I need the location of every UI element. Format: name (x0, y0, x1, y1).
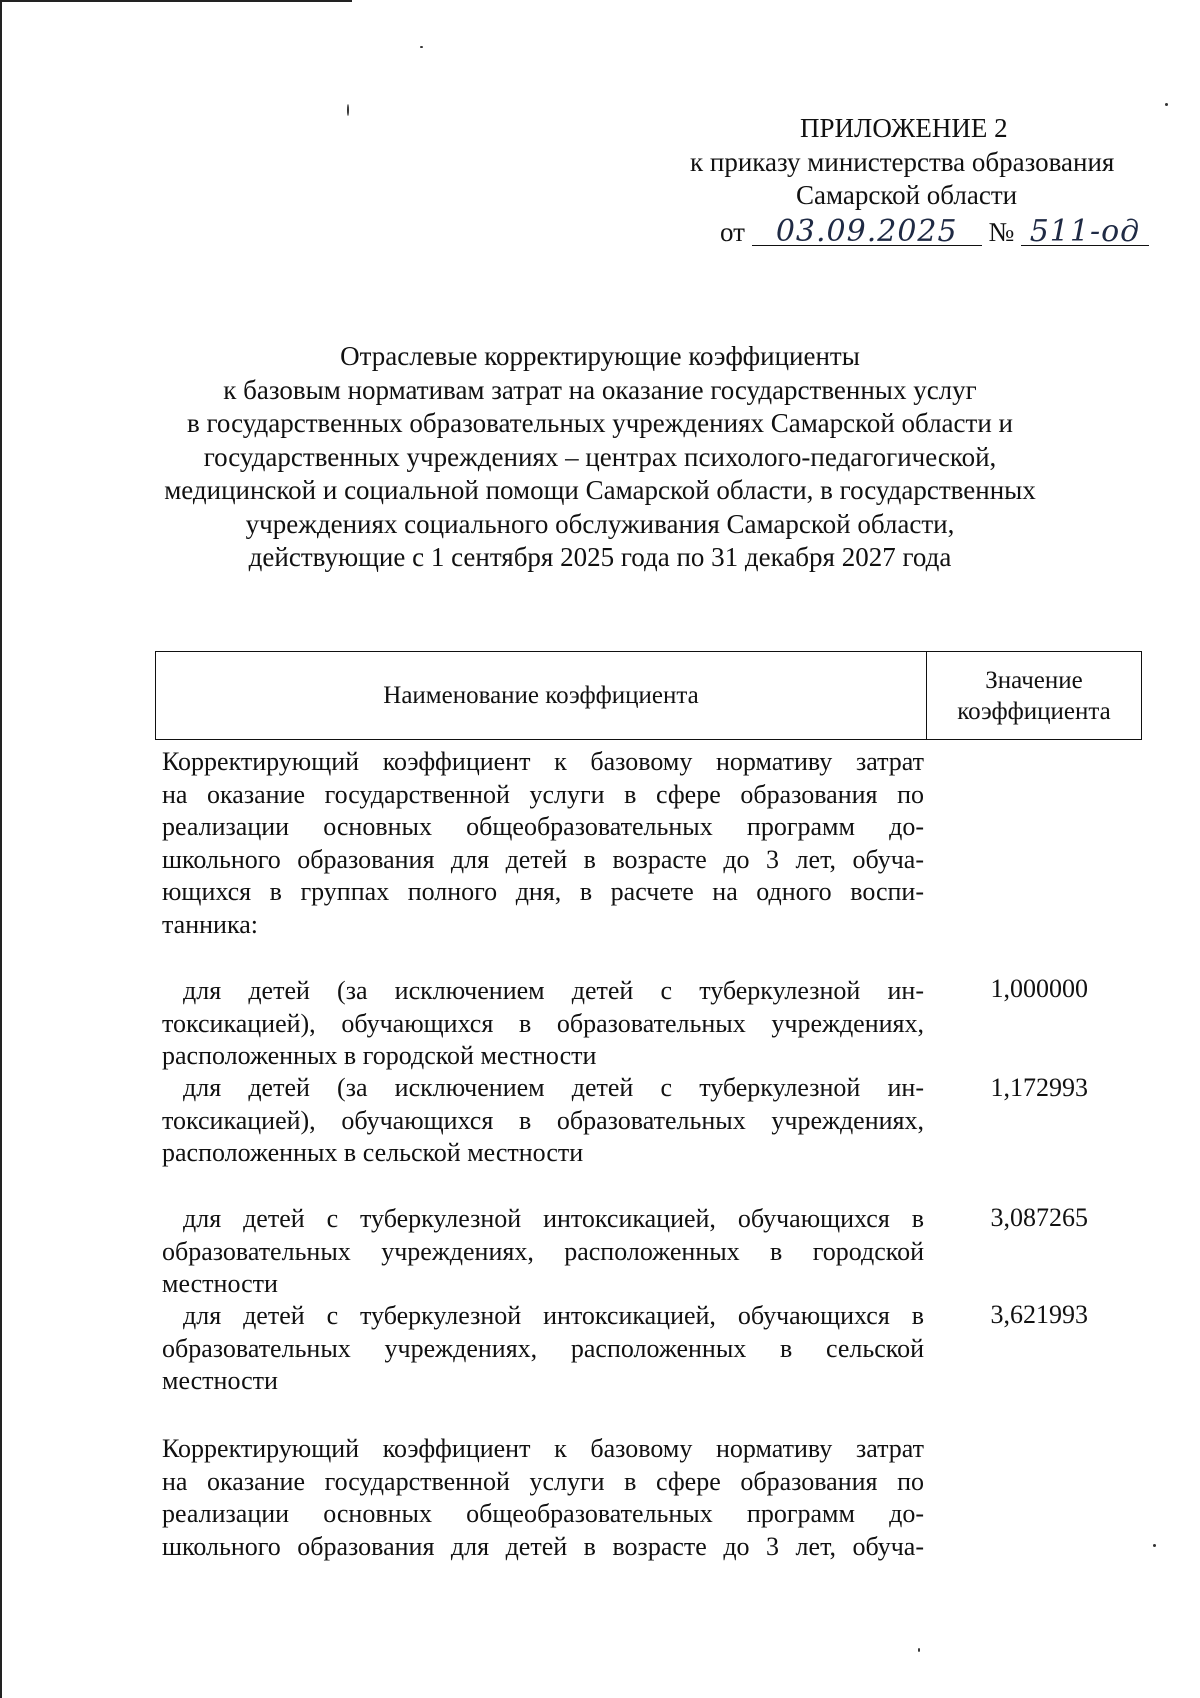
number-field (1021, 214, 1149, 249)
text-line: для детей (за исключением детей с туберкулезной ин- (183, 976, 924, 1005)
appendix-date-number (720, 216, 1149, 248)
coefficient-value: 3,087265 (990, 1203, 1088, 1232)
text-line: расположенных в городской местности (162, 1041, 597, 1070)
scan-speck (347, 104, 349, 116)
text-line: реализации основных общеобразовательных программ до- (162, 1499, 924, 1528)
text-line: для детей с туберкулезной интоксикацией, обучающихся в (183, 1204, 924, 1233)
date-field (752, 214, 982, 249)
handwritten-number: 511-од (1029, 214, 1141, 249)
title-line: Отраслевые корректирующие коэффициенты (340, 341, 860, 371)
section-heading (162, 1433, 924, 1563)
document-title (130, 340, 1070, 575)
text-line: реализации основных общеобразовательных программ до- (162, 812, 924, 841)
coefficient-value: 1,000000 (990, 974, 1088, 1003)
column-header-value-line: коэффициента (957, 697, 1111, 725)
number-prefix: № (988, 217, 1015, 247)
coefficient-value: 1,172993 (990, 1073, 1088, 1102)
table-row (162, 1300, 924, 1398)
column-header-value (927, 652, 1141, 739)
text-line: Корректирующий коэффициент к базовому нормативу затрат (162, 747, 924, 776)
scan-edge-left (0, 0, 2, 1698)
title-line: действующие с 1 сентября 2025 года по 31 декабря 2027 года (248, 542, 952, 572)
text-line: танника: (162, 909, 258, 939)
table-row (162, 975, 924, 1073)
text-line: токсикацией), обучающихся в образовательных учреждениях, (162, 1105, 924, 1135)
table-header (155, 651, 1142, 740)
handwritten-date: 03.09.2025 (775, 214, 958, 249)
title-line: к базовым нормативам затрат на оказание государственных услуг (223, 374, 977, 405)
text-line: для детей с туберкулезной интоксикацией, обучающихся в (183, 1301, 924, 1330)
text-line: ющихся в группах полного дня, в расчете на одного воспи- (162, 877, 924, 906)
appendix-title: ПРИЛОЖЕНИЕ 2 (800, 113, 1008, 143)
title-line: учреждениях социального обслуживания Самарской области, (245, 508, 955, 539)
text-line: на оказание государственной услуги в сфере образования по (162, 779, 924, 809)
scan-speck (1153, 1544, 1156, 1547)
text-line: местности (162, 1269, 278, 1298)
text-line: образовательных учреждениях, расположенных в городской (162, 1236, 924, 1266)
coefficients-table (155, 651, 1142, 740)
scan-speck (1165, 103, 1168, 106)
text-line: для детей (за исключением детей с туберкулезной ин- (183, 1073, 924, 1102)
scan-speck (918, 1648, 920, 1652)
date-prefix: от (720, 217, 745, 247)
text-line: школьного образования для детей в возрасте до 3 лет, обуча- (162, 1531, 924, 1561)
table-row (162, 1072, 924, 1170)
title-line: в государственных образовательных учреждениях Самарской области и (187, 408, 1013, 438)
table-row (162, 1203, 924, 1301)
appendix-region: Самарской области (796, 180, 1018, 210)
text-line: школьного образования для детей в возрасте до 3 лет, обуча- (162, 844, 924, 874)
title-line: медицинской и социальной помощи Самарской области, в государственных (164, 475, 1036, 505)
text-line: на оказание государственной услуги в сфере образования по (162, 1466, 924, 1496)
scan-speck (420, 46, 423, 48)
text-line: токсикацией), обучающихся в образовательных учреждениях, (162, 1008, 924, 1038)
text-line: образовательных учреждениях, расположенных в сельской (162, 1333, 924, 1363)
section-heading (162, 746, 924, 941)
title-line: государственных учреждениях – центрах психолого-педагогической, (203, 441, 997, 472)
column-header-name: Наименование коэффициента (156, 652, 927, 739)
text-line: местности (162, 1366, 278, 1395)
scan-edge-top (0, 0, 352, 2)
appendix-order-ref: к приказу министерства образования (690, 147, 1115, 177)
text-line: расположенных в сельской местности (162, 1138, 584, 1167)
text-line: Корректирующий коэффициент к базовому нормативу затрат (162, 1434, 924, 1463)
column-header-value-line: Значение (985, 666, 1083, 694)
coefficient-value: 3,621993 (990, 1300, 1088, 1329)
